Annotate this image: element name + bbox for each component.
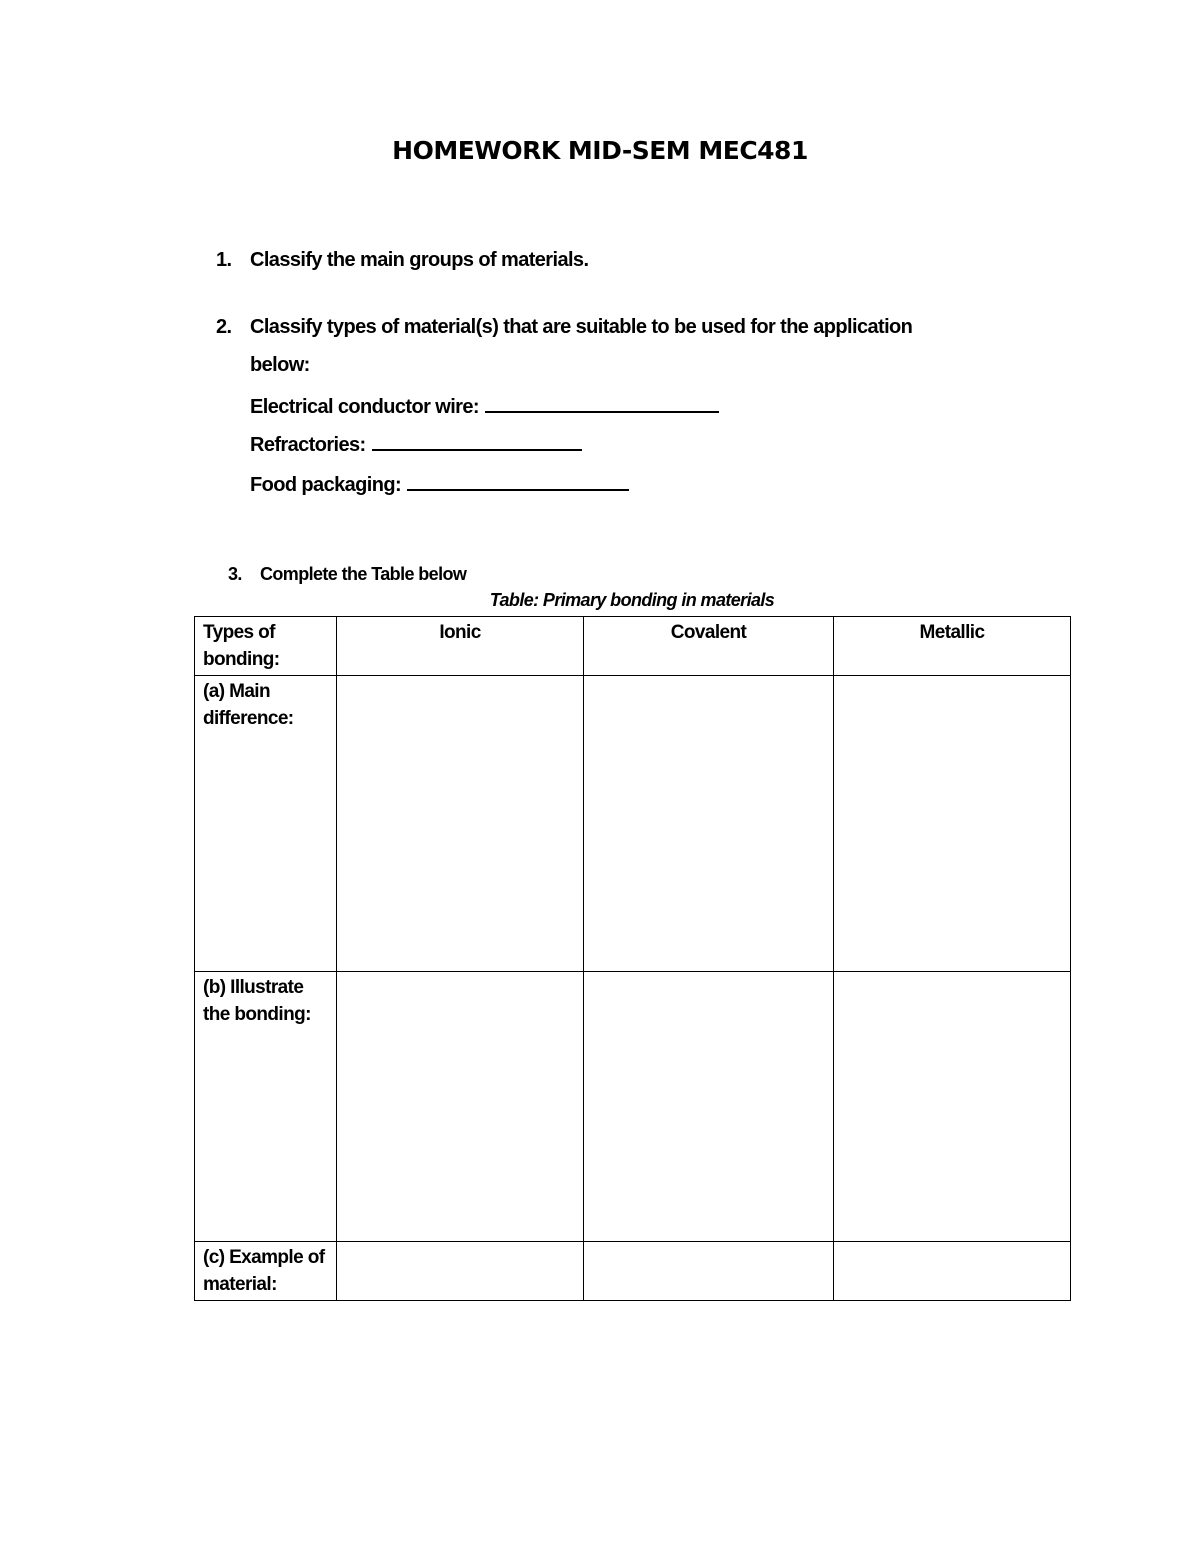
header-types-of-bonding: Types of bonding: (195, 617, 337, 676)
answer-cell[interactable] (337, 1242, 584, 1301)
row-label-main-difference: (a) Main difference: (195, 676, 337, 972)
answer-cell[interactable] (337, 676, 584, 972)
answer-blank[interactable] (407, 471, 629, 491)
answer-cell[interactable] (834, 676, 1071, 972)
field-label: Electrical conductor wire: (250, 396, 479, 418)
answer-blank[interactable] (372, 431, 582, 451)
table-row (195, 972, 1071, 1242)
field-electrical-conductor-wire (250, 393, 719, 419)
answer-blank[interactable] (485, 393, 719, 413)
answer-cell[interactable] (584, 676, 834, 972)
bonding-table (194, 616, 1071, 1301)
row-label-example-material: (c) Example of material: (195, 1242, 337, 1301)
question-1-number: 1. (216, 249, 232, 271)
table-row (195, 676, 1071, 972)
header-ionic: Ionic (337, 617, 584, 676)
table-row (195, 1242, 1071, 1301)
answer-cell[interactable] (584, 972, 834, 1242)
table-caption: Table: Primary bonding in materials (489, 590, 775, 610)
answer-cell[interactable] (834, 972, 1071, 1242)
row-label-illustrate-bonding: (b) Illustrate the bonding: (195, 972, 337, 1242)
question-2-text-line2: below: (250, 354, 310, 376)
field-label: Food packaging: (250, 474, 402, 496)
field-label: Refractories: (250, 434, 366, 456)
table-header-row (195, 617, 1071, 676)
question-2-text-line1: Classify types of material(s) that are suitable to be used for the application (250, 316, 913, 338)
field-refractories (250, 431, 582, 457)
question-1-text: Classify the main groups of materials. (250, 249, 589, 271)
page-title: HOMEWORK MID-SEM MEC481 (392, 136, 808, 165)
answer-cell[interactable] (337, 972, 584, 1242)
field-food-packaging (250, 471, 629, 497)
question-3-text: Complete the Table below (260, 564, 467, 584)
header-metallic: Metallic (834, 617, 1071, 676)
header-covalent: Covalent (584, 617, 834, 676)
answer-cell[interactable] (584, 1242, 834, 1301)
question-2-number: 2. (216, 316, 232, 338)
question-3-number: 3. (228, 564, 242, 584)
answer-cell[interactable] (834, 1242, 1071, 1301)
